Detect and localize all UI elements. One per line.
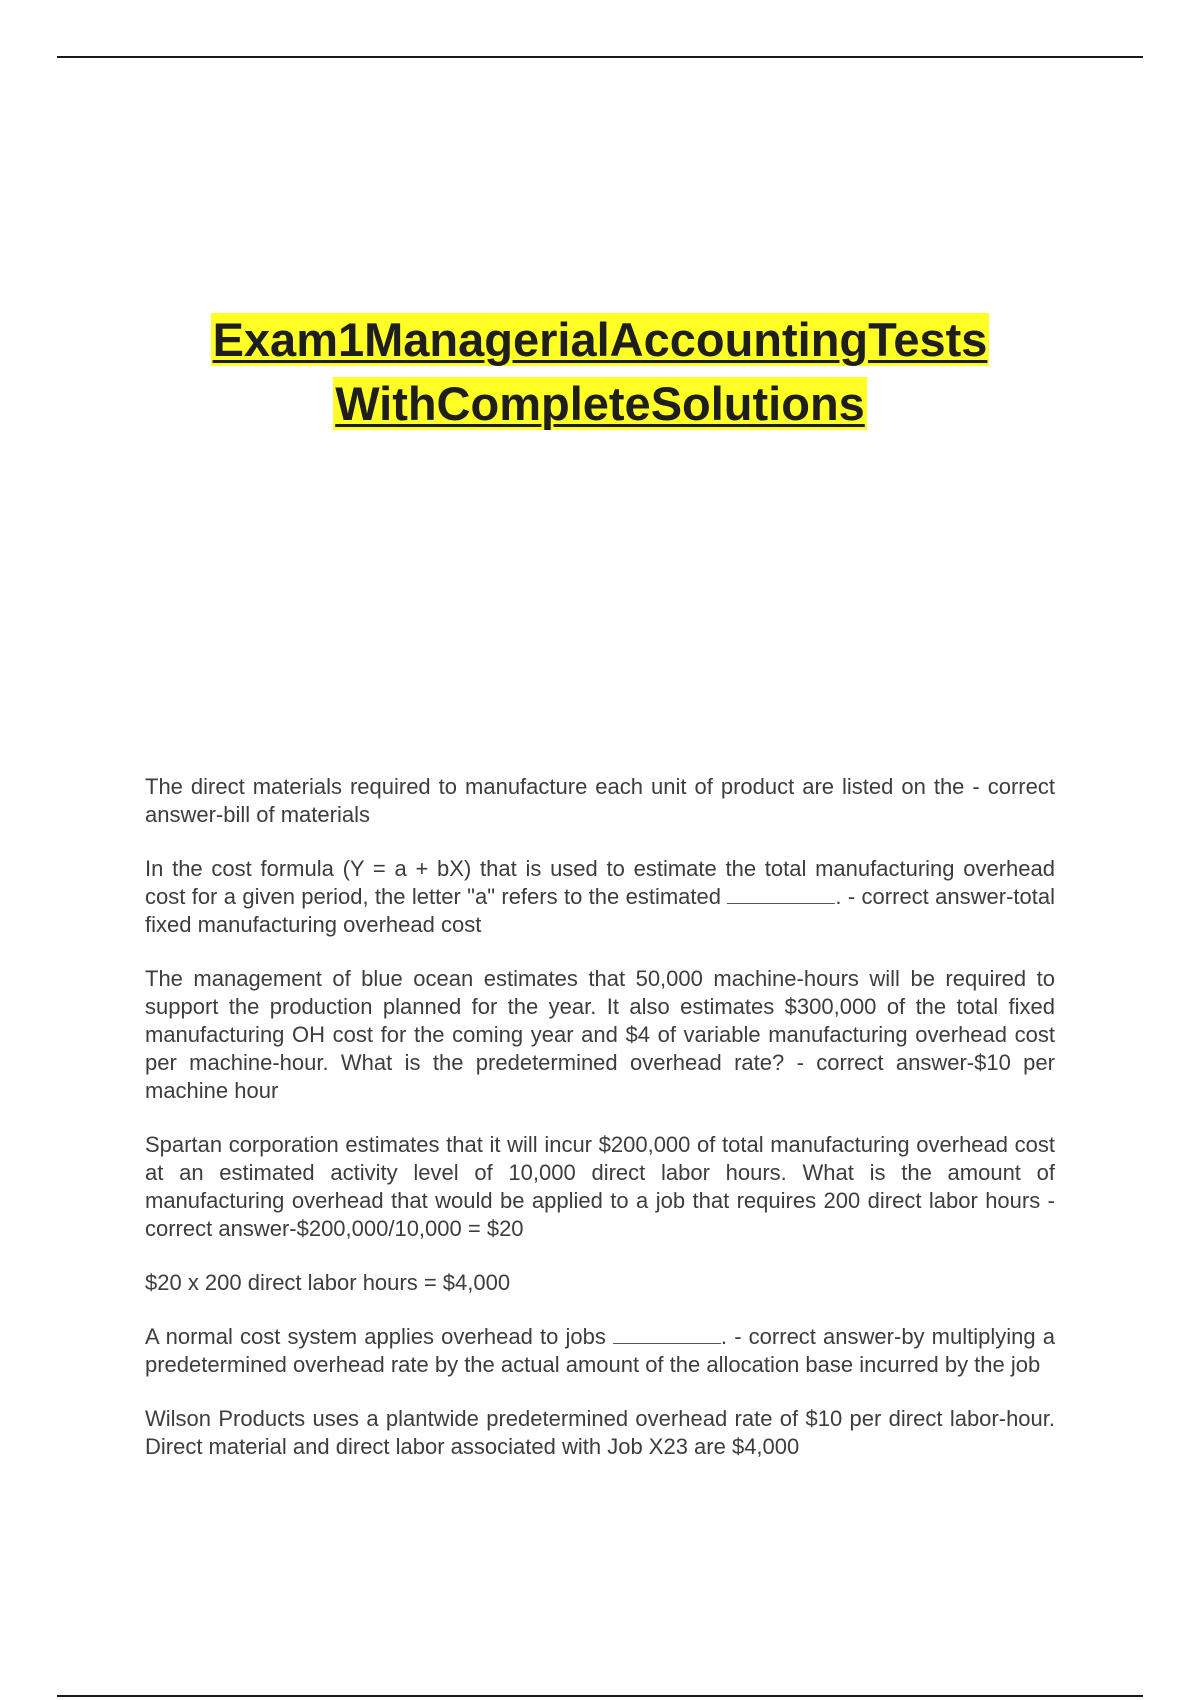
qa-item-3: [145, 965, 1055, 1105]
answer-separator: - correct answer-: [727, 1324, 902, 1349]
qa-item-6: [145, 1323, 1055, 1379]
answer-blank: [613, 1325, 721, 1344]
question-text: In the cost formula (Y = a + bX) that is used to estimate the total manufacturing overhead cost for a given period, the letter "a" refers to the estimated: [145, 856, 1055, 909]
question-text-after-blank: .: [720, 1324, 728, 1349]
question-text: The management of blue ocean estimates that 50,000 machine-hours will be required to support the production planned for the year. It also estimates $300,000 of the total fixed manufacturing OH cost for the coming year and $4 of variable manufacturing overhead cost per machine-hour. What is the predetermined overhead rate?: [145, 966, 1055, 1075]
qa-item-5: [145, 1269, 1055, 1297]
answer-text: by multiplying a predetermined overhead rate by the actual amount of the allocation base incurred by the job: [145, 1324, 1055, 1377]
qa-content: [145, 773, 1055, 1487]
title-line-2: WithCompleteSolutions: [335, 377, 865, 430]
answer-blank: [727, 885, 835, 904]
answer-text: total fixed manufacturing overhead cost: [145, 884, 1055, 937]
qa-item-1: [145, 773, 1055, 829]
qa-item-7: [145, 1405, 1055, 1461]
calculation-text: $20 x 200 direct labor hours = $4,000: [145, 1270, 511, 1295]
question-text-after-blank: .: [835, 884, 842, 909]
answer-separator: - correct answer-: [784, 1050, 975, 1075]
answer-separator: - correct answer-: [145, 774, 1055, 827]
question-text: Wilson Products uses a plantwide predetermined overhead rate of $10 per direct labor-hour. Direct material and direct labor associated with Job X23 are $4,000: [145, 1406, 1055, 1459]
qa-item-4: [145, 1131, 1055, 1243]
qa-item-2: [145, 855, 1055, 939]
question-text: A normal cost system applies overhead to jobs: [145, 1324, 606, 1349]
top-rule: [57, 56, 1143, 58]
question-text: The direct materials required to manufacture each unit of product are listed on the: [145, 774, 965, 799]
answer-separator: - correct answer-: [841, 884, 1014, 909]
bottom-rule: [57, 1695, 1143, 1697]
title-line-1: Exam1ManagerialAccountingTests: [212, 313, 988, 366]
answer-separator: - correct answer-: [145, 1188, 1055, 1241]
answer-text: $10 per machine hour: [145, 1050, 1055, 1103]
question-text: Spartan corporation estimates that it will incur $200,000 of total manufacturing overhead cost at an estimated activity level of 10,000 direct labor hours. What is the amount of manufacturing overhead that would be applied to a job that requires 200 direct labor hours: [145, 1132, 1055, 1213]
answer-text: bill of materials: [223, 802, 370, 827]
answer-text: $200,000/10,000 = $20: [296, 1216, 524, 1241]
document-title: [0, 308, 1200, 436]
